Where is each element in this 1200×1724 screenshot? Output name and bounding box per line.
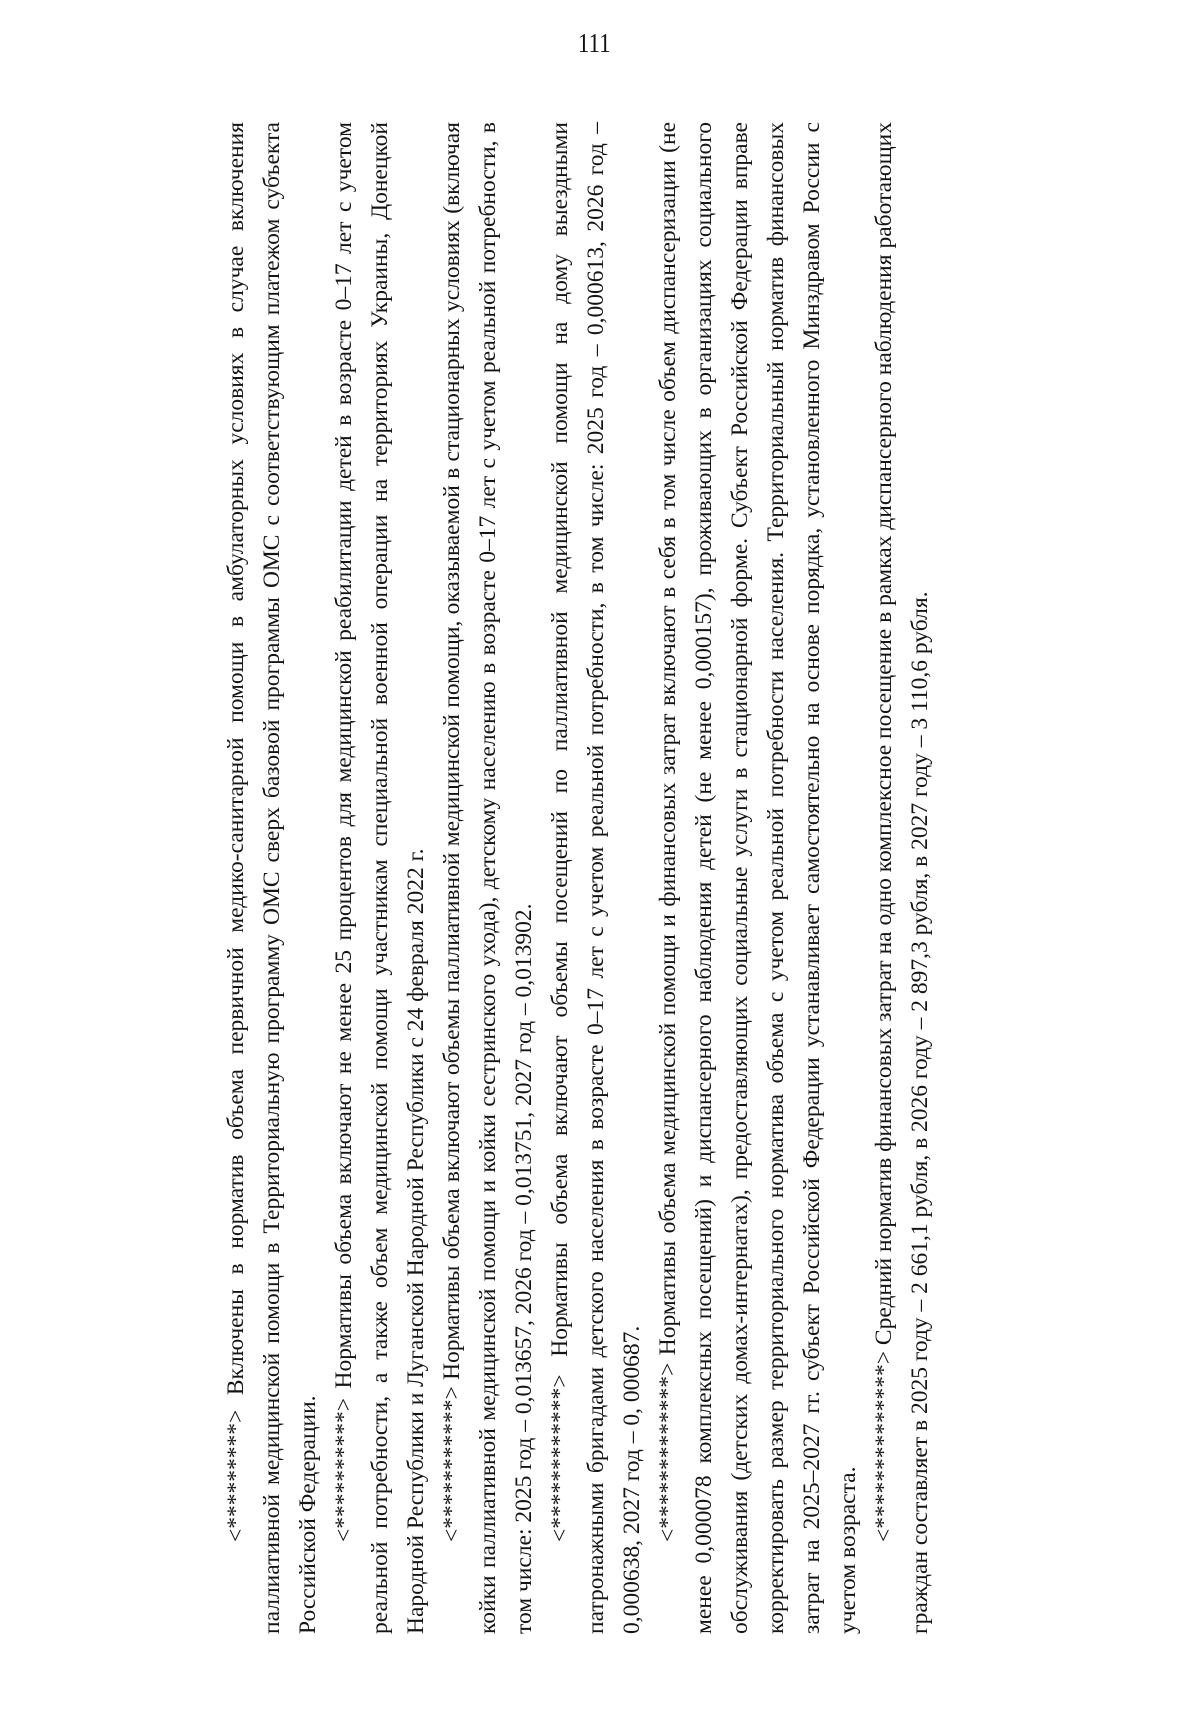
footnote-text: Включены в норматив объема первичной медико-санитарной помощи в амбулаторных условиях в случае включения паллиативной медицинской помощи в Территориальную программу ОМС сверх базовой программы ОМС с соответствующим платежом субъекта Российской Федерации. [223,122,321,1634]
footnote-paragraph [218,122,326,1634]
footnote-text: Нормативы объема включают объемы паллиативной медицинской помощи, оказываемой в стационарных условиях (включая койки паллиативной медицинской помощи и койки сестринского ухода), детскому населению в возрасте 0–17 лет с учетом реальной потребности, в том числе: 2025 год – 0,013657, 2026 год – 0,013751, 2027 год – 0,013902. [439,122,537,1634]
footnote-marker: <**********> [331,1397,357,1542]
footnote-paragraph [434,122,542,1634]
footnote-paragraph [866,122,938,1634]
footnotes-block [218,122,1026,1634]
footnote-paragraph [542,122,650,1634]
footnote-marker: <*************> [655,1362,681,1542]
footnote-text: Нормативы объема включают не менее 25 процентов для медицинской реабилитации детей в возрасте 0–17 лет с учетом реальной потребности, а также объем медицинской помощи участникам специальной военной операции на территориях Украины, Донецкой Народной Республики и Луганской Народной Республики с 24 февраля 2022 г. [331,122,429,1634]
footnote-marker: <***********> [439,1386,465,1542]
footnote-paragraph [326,122,434,1634]
footnote-text: Нормативы объема медицинской помощи и финансовых затрат включают в себя в том числе объем диспансеризации (не менее 0,000078 комплексных посещений) и диспансерного наблюдения детей (не менее 0,000157), проживающих в организациях социального обслуживания (детских домах-интернатах), предоставляющих социальные услуги в стационарной форме. Субъект Российской Федерации вправе корректировать размер территориального норматива объема с учетом реальной потребности населения. Территориальный норматив финансовых затрат на 2025–2027 гг. субъект Российской Федерации устанавливает самостоятельно на основе порядка, установленного Минздравом России с учетом возраста. [655,122,861,1634]
footnote-marker: <*********> [223,1409,249,1542]
footnote-paragraph [650,122,866,1634]
page-number: 111 [577,28,611,58]
footnote-marker: <**************> [871,1350,897,1542]
footnote-text: Нормативы объема включают объемы посещений по паллиативной медицинской помощи на дому выездными патронажными бригадами детского населения в возрасте 0–17 лет с учетом реальной потребности, в том числе: 2025 год – 0,000613, 2026 год – 0,000638, 2027 год – 0, 000687. [547,122,645,1634]
footnote-marker: <************> [547,1374,573,1542]
footnote-text: Средний норматив финансовых затрат на одно комплексное посещение в рамках диспансерного наблюдения работающих граждан составляет в 2025 году – 2 661,1 рубля, в 2026 году – 2 897,3 рубля, в 2027 году – 3 110,6 рубля. [871,122,933,1634]
